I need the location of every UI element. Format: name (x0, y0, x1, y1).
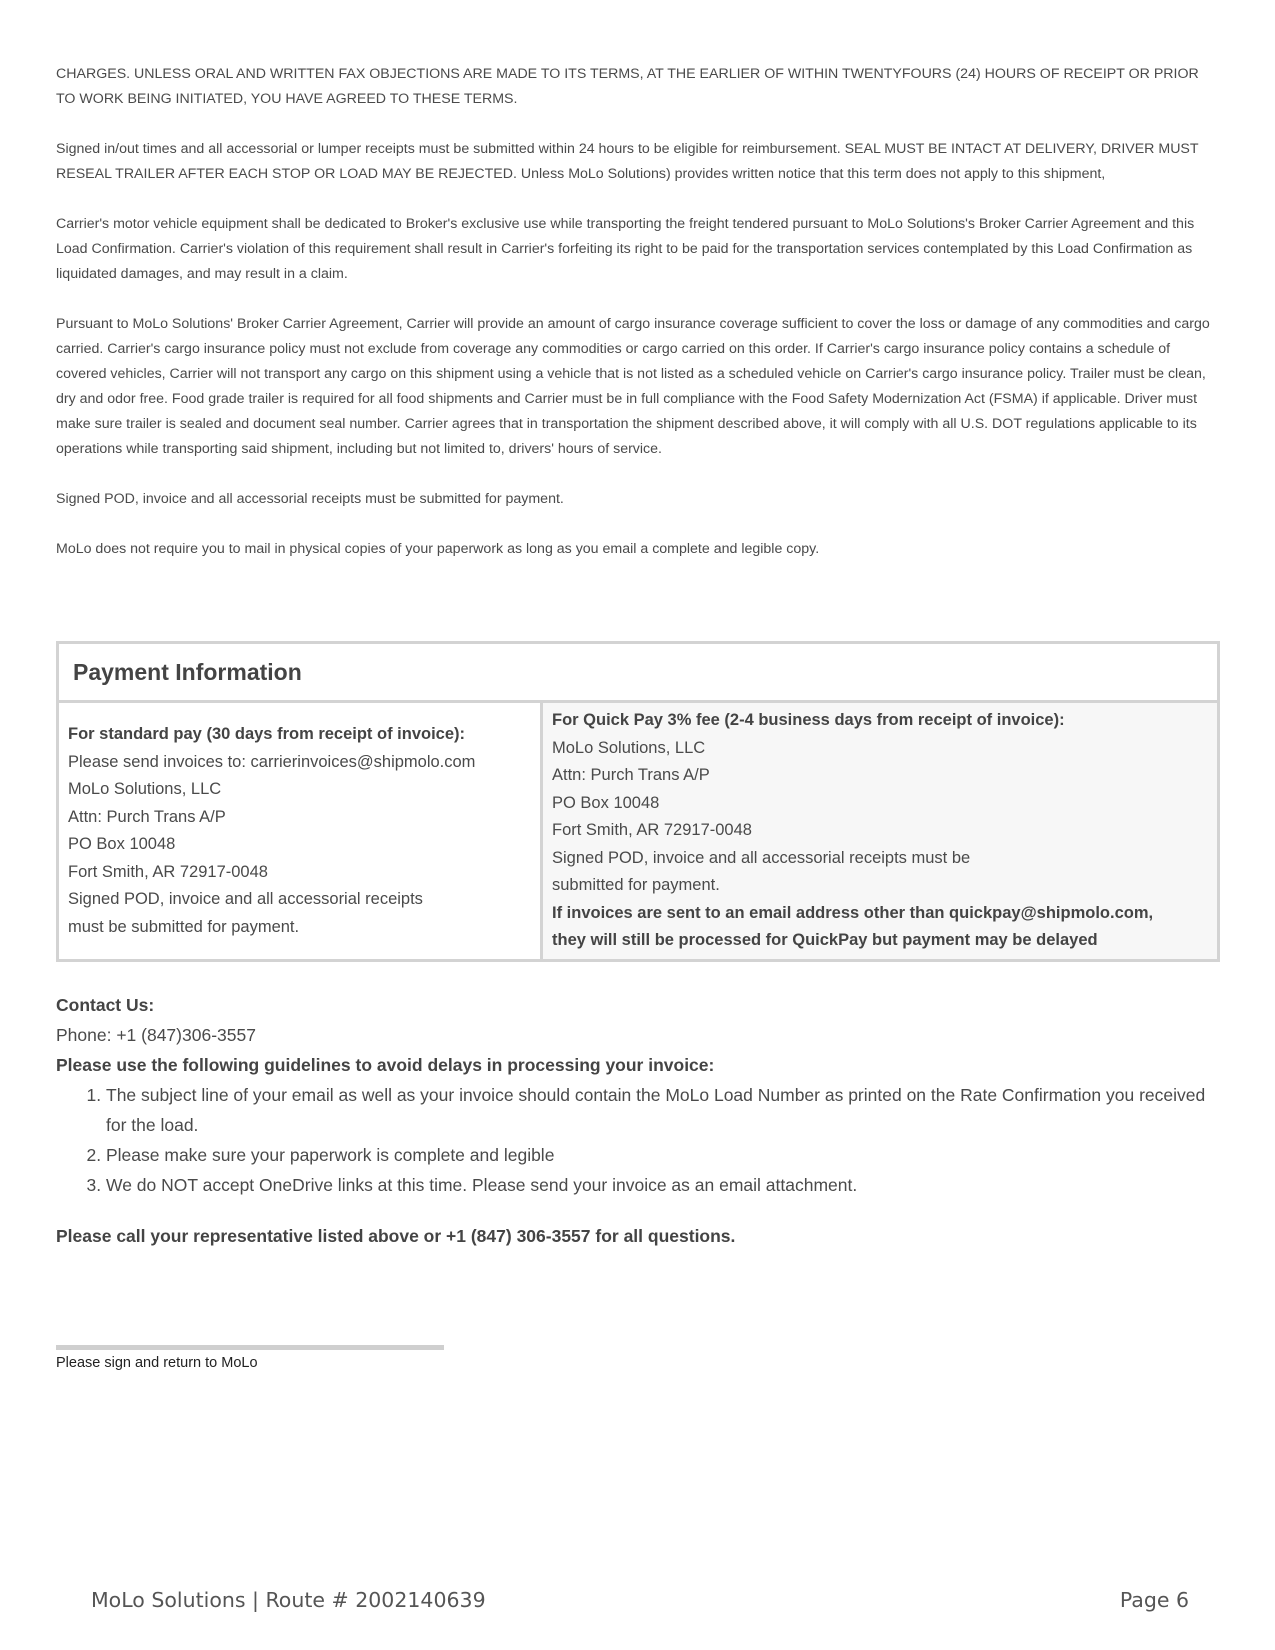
standard-pay-column (59, 703, 543, 959)
contact-phone: Phone: +1 (847)306-3557 (56, 1025, 256, 1045)
guidelines-heading: Please use the following guidelines to avoid delays in processing your invoice: (56, 1055, 715, 1075)
guideline-item: 2. Please make sure your paperwork is complete and legible (106, 1140, 1216, 1170)
quickpay-line: Fort Smith, AR 72917-0048 (552, 821, 752, 839)
quickpay-line: Signed POD, invoice and all accessorial receipts must be (552, 848, 971, 867)
standard-pay-line: PO Box 10048 (68, 835, 176, 853)
quickpay-line: Attn: Purch Trans A/P (552, 766, 710, 784)
terms-paragraph: MoLo does not require you to mail in physical copies of your paperwork as long as you email a complete and legible copy. (56, 541, 820, 557)
standard-pay-line: MoLo Solutions, LLC (68, 780, 222, 798)
terms-paragraph: CHARGES. UNLESS ORAL AND WRITTEN FAX OBJECTIONS ARE MADE TO ITS TERMS, AT THE EARLIER OF WITHIN TWENTYFOURS (24) HOURS OF RECEIPT OR PRIOR TO WORK BEING INITIATED, YOU HAVE AGREED TO THESE TERMS. (56, 66, 1199, 107)
signature-line (56, 1345, 444, 1350)
quickpay-line: PO Box 10048 (552, 793, 660, 812)
quickpay-heading: For Quick Pay 3% fee (2-4 business days from receipt of invoice): (552, 711, 1065, 729)
questions-note: Please call your representative listed above or +1 (847) 306-3557 for all questions. (56, 1226, 736, 1246)
quickpay-note: If invoices are sent to an email address other than quickpay@shipmolo.com, (552, 903, 1154, 922)
standard-pay-line: Signed POD, invoice and all accessorial receipts (68, 890, 423, 908)
guidelines-list (56, 1080, 1216, 1200)
guideline-item: 1. The subject line of your email as well as your invoice should contain the MoLo Load Number as printed on the Rate Confirmation you received for the load. (106, 1080, 1216, 1140)
signature-label: Please sign and return to MoLo (56, 1355, 258, 1371)
guideline-item: 3. We do NOT accept OneDrive links at this time. Please send your invoice as an email attachment. (106, 1170, 1216, 1200)
standard-pay-heading: For standard pay (30 days from receipt of invoice): (68, 725, 466, 743)
quickpay-note: they will still be processed for QuickPay but payment may be delayed (552, 931, 1098, 949)
standard-pay-line: Fort Smith, AR 72917-0048 (68, 862, 268, 881)
standard-pay-line: Attn: Purch Trans A/P (68, 807, 226, 826)
contact-heading: Contact Us: (56, 995, 155, 1015)
quickpay-line: MoLo Solutions, LLC (552, 738, 706, 757)
quickpay-column (543, 703, 1217, 959)
payment-title: Payment Information (59, 644, 1217, 703)
terms-paragraph: Carrier's motor vehicle equipment shall be dedicated to Broker's exclusive use while transporting the freight tendered pursuant to MoLo Solutions's Broker Carrier Agreement and this Load Confirmation. Carrier's violation of this requirement shall result in Carrier's forfeiting its right to be paid for the transportation services contemplated by this Load Confirmation as liquidated damages, and may result in a claim. (56, 216, 1195, 282)
terms-paragraph: Pursuant to MoLo Solutions' Broker Carrier Agreement, Carrier will provide an amount of cargo insurance coverage sufficient to cover the loss or damage of any commodities and cargo carried. Carrier's cargo insurance policy must not exclude from coverage any commodities or cargo carried on this order. If Carrier's cargo insurance policy contains a schedule of covered vehicles, Carrier will not transport any cargo on this shipment using a vehicle that is not listed as a scheduled vehicle on Carrier's cargo insurance policy. Trailer must be clean, dry and odor free. Food grade trailer is required for all food shipments and Carrier must be in full compliance with the Food Safety Modernization Act (FSMA) if applicable. Driver must make sure trailer is sealed and document seal number. Carrier agrees that in transportation the shipment described above, it will comply with all U.S. DOT regulations applicable to its operations while transporting said shipment, including but not limited to, drivers' hours of service. (56, 316, 1210, 457)
terms-paragraph: Signed in/out times and all accessorial or lumper receipts must be submitted within 24 hours to be eligible for reimbursement. SEAL MUST BE INTACT AT DELIVERY, DRIVER MUST RESEAL TRAILER AFTER EACH STOP OR LOAD MAY BE REJECTED. Unless MoLo Solutions) provides written notice that this term does not apply to this shipment, (56, 141, 1199, 182)
quickpay-line: submitted for payment. (552, 876, 720, 894)
terms-paragraph: Signed POD, invoice and all accessorial receipts must be submitted for payment. (56, 491, 564, 507)
standard-pay-line: Please send invoices to: carrierinvoices@shipmolo.com (68, 752, 476, 771)
terms-section (56, 62, 1216, 587)
footer-page-number: Page 6 (1119, 1588, 1189, 1612)
contact-section (56, 990, 1216, 1200)
payment-columns (59, 703, 1217, 959)
footer-route: MoLo Solutions | Route # 2002140639 (91, 1588, 486, 1612)
standard-pay-line: must be submitted for payment. (68, 917, 300, 936)
payment-information-box (56, 641, 1220, 962)
